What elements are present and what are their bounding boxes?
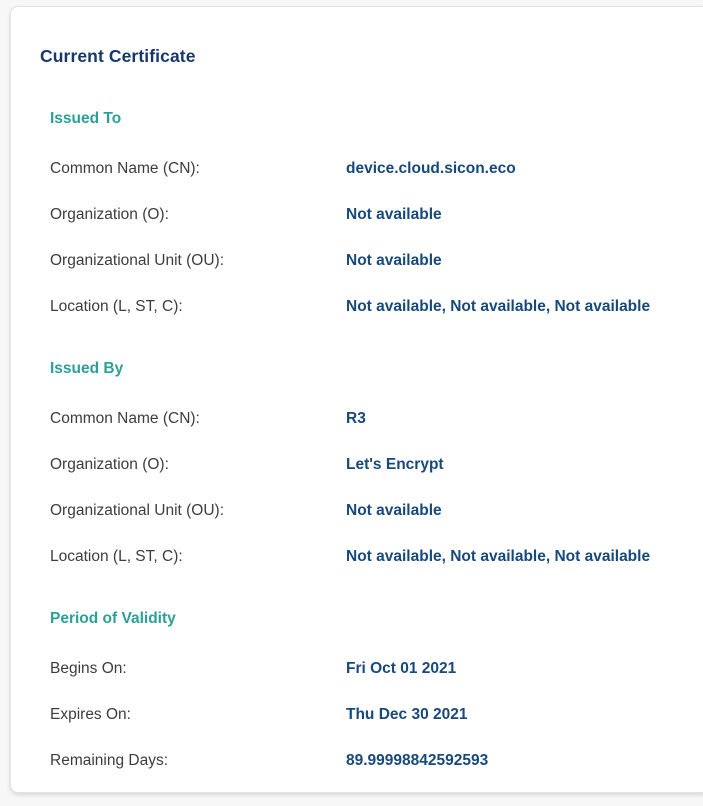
field-row-organization xyxy=(50,457,703,473)
field-row-expires-on xyxy=(50,707,703,723)
field-value: Let's Encrypt xyxy=(346,456,444,473)
field-row-organizational-unit xyxy=(50,253,703,269)
section-period-of-validity xyxy=(11,610,703,769)
field-label: Location (L, ST, C): xyxy=(50,298,183,315)
field-row-remaining-days xyxy=(50,753,703,769)
field-label: Remaining Days: xyxy=(50,752,169,769)
field-value: Not available, Not available, Not available xyxy=(346,548,651,565)
field-value: Fri Oct 01 2021 xyxy=(346,660,457,677)
field-value: 89.99998842592593 xyxy=(346,752,489,769)
field-value: Not available xyxy=(346,206,442,223)
field-label: Organizational Unit (OU): xyxy=(50,502,225,519)
field-label: Location (L, ST, C): xyxy=(50,548,183,565)
field-label: Common Name (CN): xyxy=(50,160,200,177)
card-title: Current Certificate xyxy=(40,46,196,66)
field-label: Organization (O): xyxy=(50,456,169,473)
section-title-issued-to: Issued To xyxy=(50,110,122,127)
field-row-organizational-unit xyxy=(50,503,703,519)
field-row-begins-on xyxy=(50,661,703,677)
section-issued-to xyxy=(11,110,703,315)
field-row-common-name xyxy=(50,161,703,177)
field-label: Common Name (CN): xyxy=(50,410,200,427)
field-label: Organization (O): xyxy=(50,206,169,223)
section-title-period-of-validity: Period of Validity xyxy=(50,610,176,627)
field-row-common-name xyxy=(50,411,703,427)
certificate-card xyxy=(10,6,703,793)
field-row-organization xyxy=(50,207,703,223)
field-value: Not available xyxy=(346,502,442,519)
field-value: Thu Dec 30 2021 xyxy=(346,706,468,723)
field-value: R3 xyxy=(346,410,366,427)
field-value: device.cloud.sicon.eco xyxy=(346,160,516,177)
field-label: Expires On: xyxy=(50,706,131,723)
section-issued-by xyxy=(11,360,703,565)
field-row-location xyxy=(50,299,703,315)
field-label: Organizational Unit (OU): xyxy=(50,252,225,269)
field-row-location xyxy=(50,549,703,565)
field-label: Begins On: xyxy=(50,660,127,677)
field-value: Not available xyxy=(346,252,442,269)
field-value: Not available, Not available, Not available xyxy=(346,298,651,315)
section-title-issued-by: Issued By xyxy=(50,360,124,377)
